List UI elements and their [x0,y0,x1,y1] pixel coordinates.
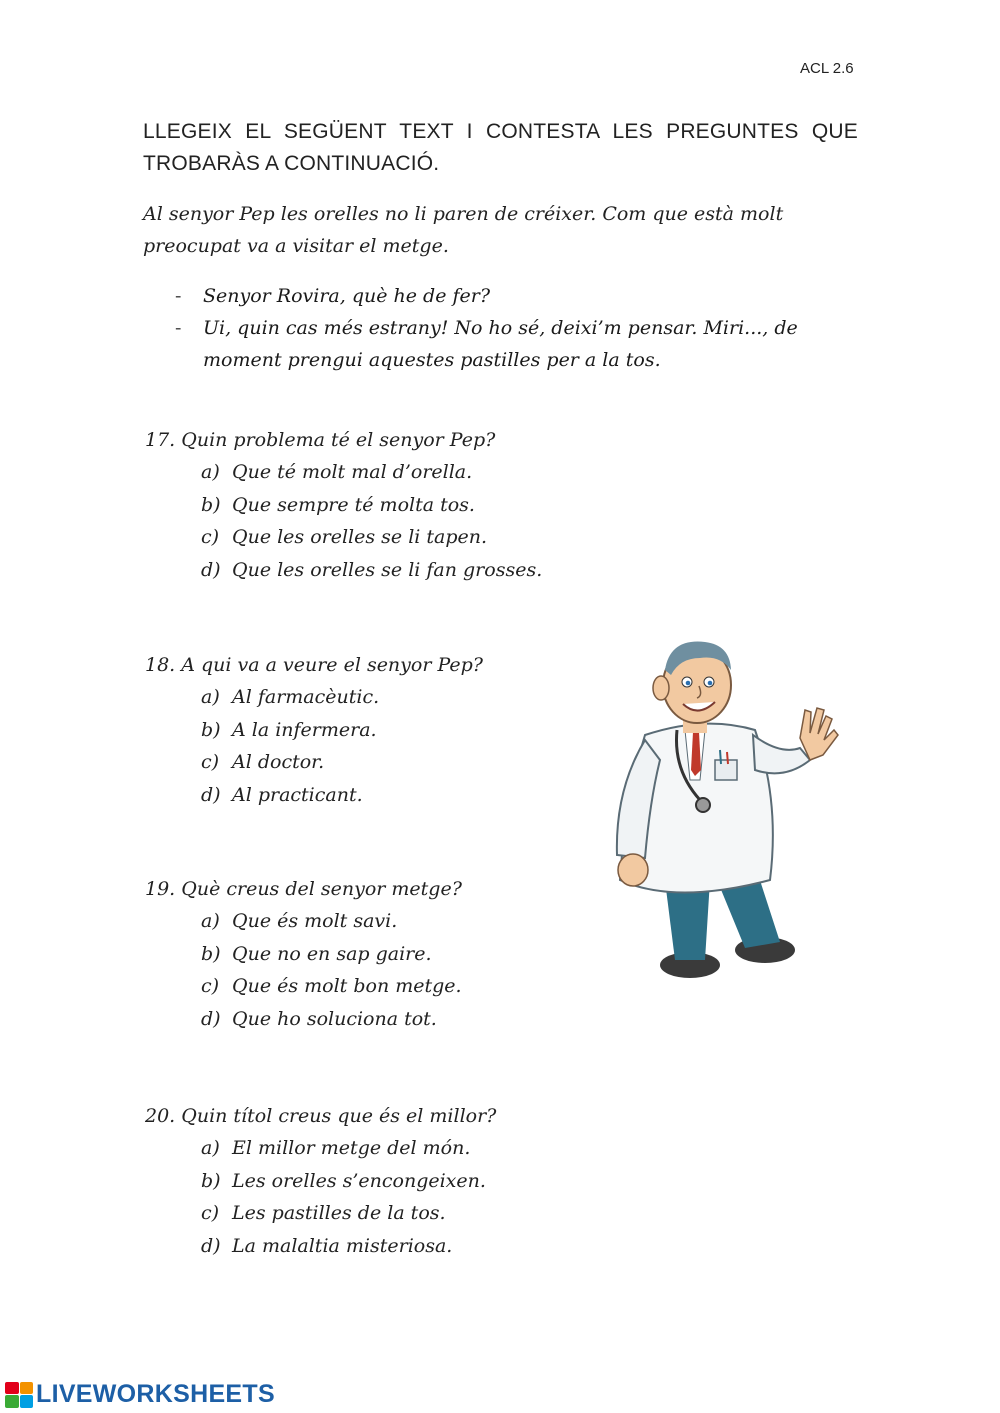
question-title: 20. Quin títol creus que és el millor? [145,1105,497,1127]
footer-logo [5,1380,275,1409]
dialog-line: - Senyor Rovira, què he de fer? [175,285,491,307]
question-title: 17. Quin problema té el senyor Pep? [145,429,496,451]
options-list [145,681,615,811]
option-d[interactable]: d) La malaltia misteriosa. [201,1234,453,1257]
doctor-illustration [605,630,845,990]
liveworksheets-logo-icon [5,1382,33,1408]
option-a[interactable]: a) Que té molt mal d’orella. [201,461,473,483]
options-list [145,1132,615,1262]
dialog-list [175,280,865,376]
options-list [145,456,615,586]
question-title: 19. Què creus del senyor metge? [145,878,462,900]
option-b[interactable]: b) Que no en sap gaire. [201,942,432,965]
option-d[interactable]: d) Que les orelles se li fan grosses. [201,558,543,581]
options-list [145,905,615,1035]
option-b[interactable]: b) A la infermera. [201,718,377,741]
option-a[interactable]: a) Al farmacèutic. [201,686,380,708]
option-c[interactable]: c) Al doctor. [201,751,325,773]
question-title: 18. A qui va a veure el senyor Pep? [145,654,483,676]
question-20 [145,1100,615,1262]
story-paragraph: Al senyor Pep les orelles no li paren de créixer. Com que està molt preocupat va a visitar el metge. [143,203,784,257]
instructions: LLEGEIX EL SEGÜENT TEXT I CONTESTA LES PREGUNTES QUE TROBARÀS A CONTINUACIÓ. [143,120,858,175]
worksheet-code: ACL 2.6 [800,60,854,77]
question-19 [145,873,615,1035]
brand-name: LIVEWORKSHEETS [36,1380,275,1408]
question-17 [145,424,615,586]
option-c[interactable]: c) Que és molt bon metge. [201,975,462,997]
question-18 [145,649,615,811]
option-c[interactable]: c) Que les orelles se li tapen. [201,526,488,548]
option-d[interactable]: d) Al practicant. [201,783,363,806]
option-c[interactable]: c) Les pastilles de la tos. [201,1202,446,1224]
option-d[interactable]: d) Que ho soluciona tot. [201,1007,437,1030]
option-a[interactable]: a) El millor metge del món. [201,1137,471,1159]
dialog-line: - Ui, quin cas més estrany! No ho sé, deixi’m pensar. Miri..., de moment prengui aquestes pastilles per a la tos. [175,317,798,371]
option-a[interactable]: a) Que és molt savi. [201,910,398,932]
option-b[interactable]: b) Que sempre té molta tos. [201,493,475,516]
option-b[interactable]: b) Les orelles s’encongeixen. [201,1169,486,1192]
